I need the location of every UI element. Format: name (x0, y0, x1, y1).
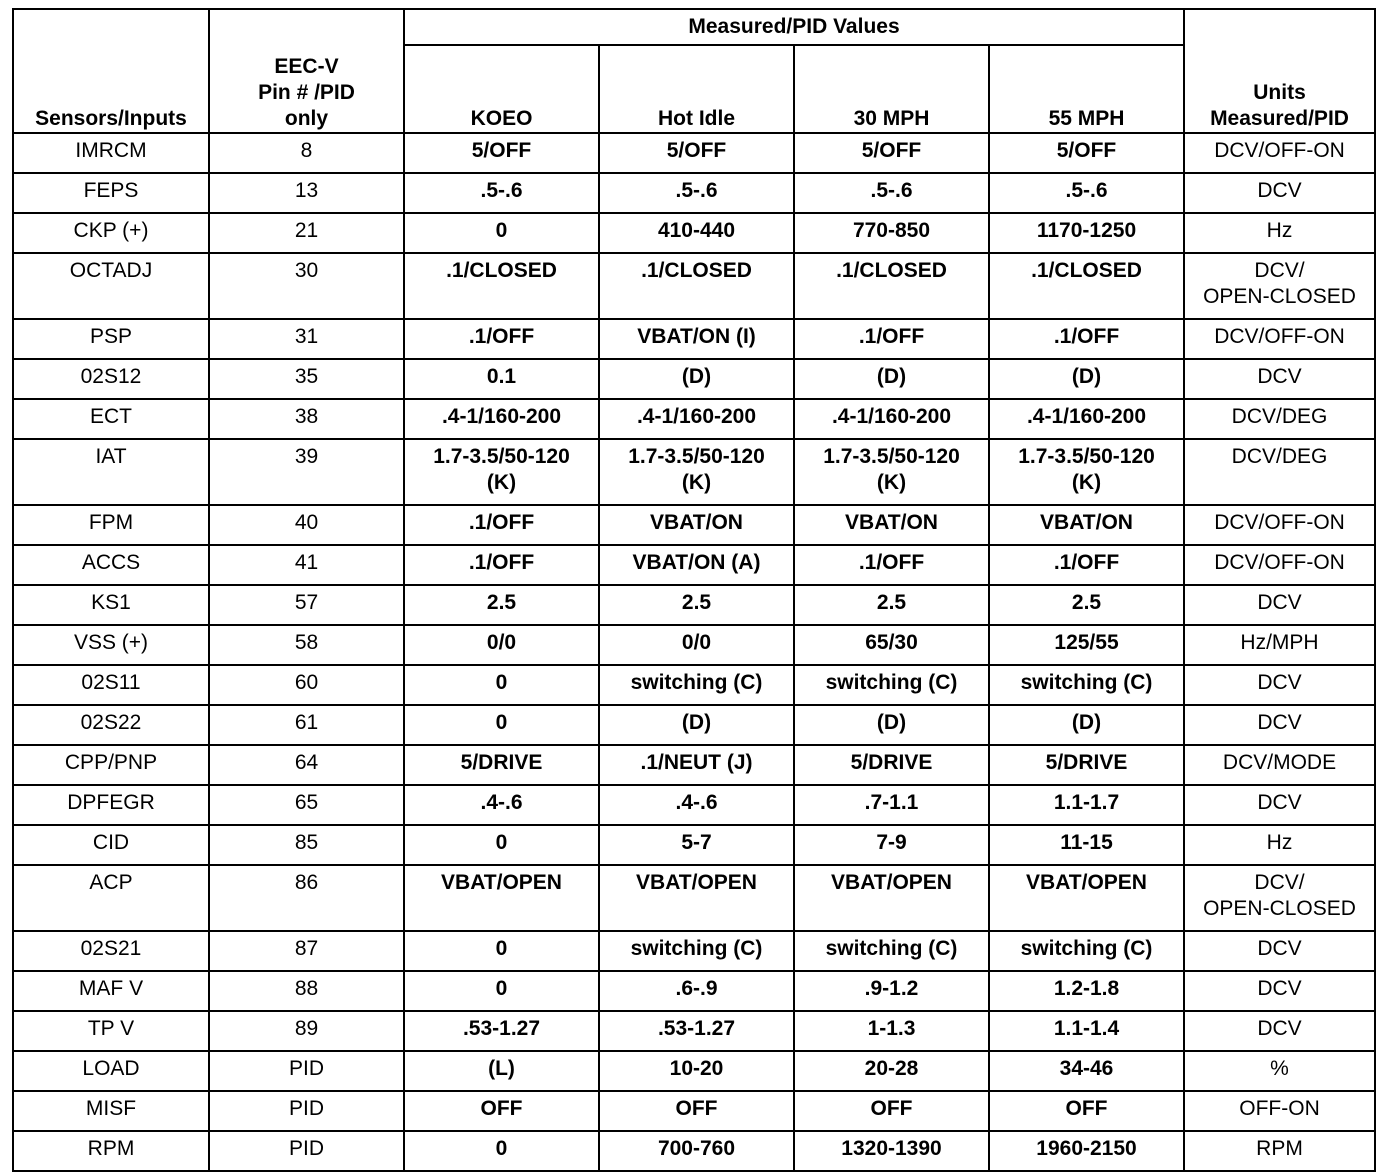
30-mph-cell: 1320-1390 (794, 1131, 989, 1171)
hot-idle-header: Hot Idle (599, 45, 794, 133)
table-row (13, 1091, 1375, 1131)
30-mph-cell: 20-28 (794, 1051, 989, 1091)
55-mph-cell: 34-46 (989, 1051, 1184, 1091)
55-mph-cell: 1170-1250 (989, 213, 1184, 253)
30-mph-cell: switching (C) (794, 665, 989, 705)
sensor-cell: CID (13, 825, 209, 865)
55-mph-cell: OFF (989, 1091, 1184, 1131)
pin-cell: 30 (209, 253, 404, 319)
30-mph-cell: .9-1.2 (794, 971, 989, 1011)
30-mph-cell: 1.7-3.5/50-120 (K) (794, 439, 989, 505)
hot-idle-cell: 2.5 (599, 585, 794, 625)
sensor-cell: CKP (+) (13, 213, 209, 253)
30-mph-cell: .7-1.1 (794, 785, 989, 825)
units-cell: RPM (1184, 1131, 1375, 1171)
55-mph-cell: (D) (989, 705, 1184, 745)
koeo-cell: 0.1 (404, 359, 599, 399)
table-row (13, 439, 1375, 505)
pin-cell: 86 (209, 865, 404, 931)
sensor-cell: LOAD (13, 1051, 209, 1091)
koeo-cell: .53-1.27 (404, 1011, 599, 1051)
55-mph-cell: 1960-2150 (989, 1131, 1184, 1171)
sensor-cell: PSP (13, 319, 209, 359)
table-row (13, 971, 1375, 1011)
units-cell: DCV/ OPEN-CLOSED (1184, 253, 1375, 319)
pin-cell: 31 (209, 319, 404, 359)
hot-idle-cell: VBAT/ON (A) (599, 545, 794, 585)
hot-idle-cell: .6-.9 (599, 971, 794, 1011)
55-mph-cell: switching (C) (989, 931, 1184, 971)
units-cell: DCV (1184, 173, 1375, 213)
sensor-cell: IMRCM (13, 133, 209, 173)
55-mph-cell: .1/OFF (989, 319, 1184, 359)
table-row (13, 825, 1375, 865)
units-cell: DCV/MODE (1184, 745, 1375, 785)
hot-idle-cell: VBAT/OPEN (599, 865, 794, 931)
sensor-cell: 02S12 (13, 359, 209, 399)
units-cell: DCV/OFF-ON (1184, 505, 1375, 545)
koeo-cell: 0 (404, 705, 599, 745)
koeo-cell: 2.5 (404, 585, 599, 625)
pin-cell: 60 (209, 665, 404, 705)
sensor-cell: ACP (13, 865, 209, 931)
table-row (13, 505, 1375, 545)
sensor-cell: RPM (13, 1131, 209, 1171)
units-cell: DCV/ OPEN-CLOSED (1184, 865, 1375, 931)
units-cell: Hz (1184, 825, 1375, 865)
units-cell: Hz/MPH (1184, 625, 1375, 665)
pin-cell: 8 (209, 133, 404, 173)
30-mph-cell: (D) (794, 705, 989, 745)
pin-cell: PID (209, 1131, 404, 1171)
sensor-cell: CPP/PNP (13, 745, 209, 785)
sensor-cell: IAT (13, 439, 209, 505)
30-mph-cell: .1/CLOSED (794, 253, 989, 319)
sensor-cell: MISF (13, 1091, 209, 1131)
koeo-cell: 0 (404, 825, 599, 865)
sensor-cell: DPFEGR (13, 785, 209, 825)
hot-idle-cell: (D) (599, 705, 794, 745)
pin-cell: 61 (209, 705, 404, 745)
units-cell: DCV/DEG (1184, 399, 1375, 439)
koeo-cell: .1/OFF (404, 505, 599, 545)
table-row (13, 1131, 1375, 1171)
koeo-cell: (L) (404, 1051, 599, 1091)
30-mph-cell: OFF (794, 1091, 989, 1131)
koeo-cell: 0 (404, 971, 599, 1011)
pin-cell: 89 (209, 1011, 404, 1051)
table-row (13, 253, 1375, 319)
units-cell: DCV/OFF-ON (1184, 319, 1375, 359)
table-row (13, 545, 1375, 585)
units-cell: DCV (1184, 585, 1375, 625)
hot-idle-cell: VBAT/ON (599, 505, 794, 545)
hot-idle-cell: 0/0 (599, 625, 794, 665)
30-mph-cell: VBAT/OPEN (794, 865, 989, 931)
koeo-cell: .1/CLOSED (404, 253, 599, 319)
55-mph-cell: (D) (989, 359, 1184, 399)
55-mph-cell: 1.2-1.8 (989, 971, 1184, 1011)
pin-cell: 64 (209, 745, 404, 785)
units-cell: DCV/OFF-ON (1184, 133, 1375, 173)
koeo-cell: 0 (404, 665, 599, 705)
pin-pid-header: EEC-V Pin # /PID only (209, 9, 404, 133)
hot-idle-cell: switching (C) (599, 665, 794, 705)
sensor-cell: ACCS (13, 545, 209, 585)
30-mph-cell: 7-9 (794, 825, 989, 865)
55-mph-cell: 125/55 (989, 625, 1184, 665)
pin-cell: 57 (209, 585, 404, 625)
55-mph-cell: 11-15 (989, 825, 1184, 865)
table-row (13, 1051, 1375, 1091)
55-mph-cell: 1.1-1.7 (989, 785, 1184, 825)
hot-idle-cell: 410-440 (599, 213, 794, 253)
table-row (13, 665, 1375, 705)
pin-cell: 39 (209, 439, 404, 505)
30-mph-cell: 1-1.3 (794, 1011, 989, 1051)
sensor-cell: 02S22 (13, 705, 209, 745)
30-mph-cell: switching (C) (794, 931, 989, 971)
55-mph-cell: 1.1-1.4 (989, 1011, 1184, 1051)
koeo-cell: 0 (404, 1131, 599, 1171)
55-mph-cell: 1.7-3.5/50-120 (K) (989, 439, 1184, 505)
table-row (13, 705, 1375, 745)
sensor-cell: MAF V (13, 971, 209, 1011)
hot-idle-cell: 10-20 (599, 1051, 794, 1091)
table-row (13, 399, 1375, 439)
sensor-cell: OCTADJ (13, 253, 209, 319)
sensor-cell: ECT (13, 399, 209, 439)
30-mph-cell: VBAT/ON (794, 505, 989, 545)
koeo-cell: 1.7-3.5/50-120 (K) (404, 439, 599, 505)
table-row (13, 865, 1375, 931)
koeo-cell: .4-.6 (404, 785, 599, 825)
sensor-cell: FEPS (13, 173, 209, 213)
units-cell: OFF-ON (1184, 1091, 1375, 1131)
pin-cell: 88 (209, 971, 404, 1011)
pin-cell: 21 (209, 213, 404, 253)
30-mph-cell: .5-.6 (794, 173, 989, 213)
pin-cell: 85 (209, 825, 404, 865)
55-mph-cell: .4-1/160-200 (989, 399, 1184, 439)
units-cell: DCV (1184, 1011, 1375, 1051)
30-mph-cell: (D) (794, 359, 989, 399)
sensor-cell: VSS (+) (13, 625, 209, 665)
pin-cell: 35 (209, 359, 404, 399)
units-cell: DCV/OFF-ON (1184, 545, 1375, 585)
table-row (13, 173, 1375, 213)
pin-cell: 41 (209, 545, 404, 585)
table-row (13, 625, 1375, 665)
units-header: Units Measured/PID (1184, 9, 1375, 133)
sensor-cell: 02S11 (13, 665, 209, 705)
30-mph-cell: 770-850 (794, 213, 989, 253)
pin-cell: 40 (209, 505, 404, 545)
hot-idle-cell: .4-.6 (599, 785, 794, 825)
koeo-cell: .1/OFF (404, 545, 599, 585)
30-mph-cell: .1/OFF (794, 319, 989, 359)
koeo-cell: OFF (404, 1091, 599, 1131)
table-row (13, 931, 1375, 971)
units-cell: Hz (1184, 213, 1375, 253)
hot-idle-cell: (D) (599, 359, 794, 399)
55-mph-cell: VBAT/OPEN (989, 865, 1184, 931)
30-mph-cell: .4-1/160-200 (794, 399, 989, 439)
units-cell: % (1184, 1051, 1375, 1091)
table-row (13, 133, 1375, 173)
hot-idle-cell: .1/CLOSED (599, 253, 794, 319)
30-mph-header: 30 MPH (794, 45, 989, 133)
30-mph-cell: 65/30 (794, 625, 989, 665)
55-mph-cell: 5/OFF (989, 133, 1184, 173)
koeo-cell: 0 (404, 213, 599, 253)
55-mph-cell: 5/DRIVE (989, 745, 1184, 785)
30-mph-cell: 5/OFF (794, 133, 989, 173)
sensor-cell: KS1 (13, 585, 209, 625)
table-row (13, 319, 1375, 359)
pin-cell: PID (209, 1091, 404, 1131)
table-row (13, 745, 1375, 785)
pin-cell: 65 (209, 785, 404, 825)
55-mph-cell: .1/OFF (989, 545, 1184, 585)
55-mph-cell: .1/CLOSED (989, 253, 1184, 319)
eec-values-table (12, 8, 1376, 1172)
30-mph-cell: 2.5 (794, 585, 989, 625)
pin-cell: 58 (209, 625, 404, 665)
sensor-cell: TP V (13, 1011, 209, 1051)
table-row (13, 359, 1375, 399)
hot-idle-cell: 1.7-3.5/50-120 (K) (599, 439, 794, 505)
pin-cell: 38 (209, 399, 404, 439)
pin-cell: 13 (209, 173, 404, 213)
table-row (13, 585, 1375, 625)
sensors-inputs-header: Sensors/Inputs (13, 9, 209, 133)
koeo-cell: 0/0 (404, 625, 599, 665)
measured-pid-values-header: Measured/PID Values (404, 9, 1184, 45)
units-cell: DCV (1184, 971, 1375, 1011)
units-cell: DCV/DEG (1184, 439, 1375, 505)
table-row (13, 213, 1375, 253)
hot-idle-cell: .5-.6 (599, 173, 794, 213)
koeo-cell: 0 (404, 931, 599, 971)
koeo-cell: .4-1/160-200 (404, 399, 599, 439)
koeo-cell: VBAT/OPEN (404, 865, 599, 931)
hot-idle-cell: .1/NEUT (J) (599, 745, 794, 785)
koeo-cell: .5-.6 (404, 173, 599, 213)
koeo-cell: .1/OFF (404, 319, 599, 359)
hot-idle-cell: 700-760 (599, 1131, 794, 1171)
30-mph-cell: .1/OFF (794, 545, 989, 585)
koeo-cell: 5/OFF (404, 133, 599, 173)
hot-idle-cell: .4-1/160-200 (599, 399, 794, 439)
koeo-cell: 5/DRIVE (404, 745, 599, 785)
table-row (13, 785, 1375, 825)
units-cell: DCV (1184, 665, 1375, 705)
55-mph-cell: switching (C) (989, 665, 1184, 705)
koeo-header: KOEO (404, 45, 599, 133)
sensor-cell: FPM (13, 505, 209, 545)
hot-idle-cell: 5/OFF (599, 133, 794, 173)
units-cell: DCV (1184, 359, 1375, 399)
units-cell: DCV (1184, 705, 1375, 745)
55-mph-cell: .5-.6 (989, 173, 1184, 213)
pin-cell: PID (209, 1051, 404, 1091)
hot-idle-cell: switching (C) (599, 931, 794, 971)
units-cell: DCV (1184, 931, 1375, 971)
table-row (13, 1011, 1375, 1051)
30-mph-cell: 5/DRIVE (794, 745, 989, 785)
55-mph-header: 55 MPH (989, 45, 1184, 133)
hot-idle-cell: 5-7 (599, 825, 794, 865)
pin-cell: 87 (209, 931, 404, 971)
units-cell: DCV (1184, 785, 1375, 825)
sensor-cell: 02S21 (13, 931, 209, 971)
hot-idle-cell: VBAT/ON (I) (599, 319, 794, 359)
55-mph-cell: 2.5 (989, 585, 1184, 625)
hot-idle-cell: .53-1.27 (599, 1011, 794, 1051)
55-mph-cell: VBAT/ON (989, 505, 1184, 545)
hot-idle-cell: OFF (599, 1091, 794, 1131)
